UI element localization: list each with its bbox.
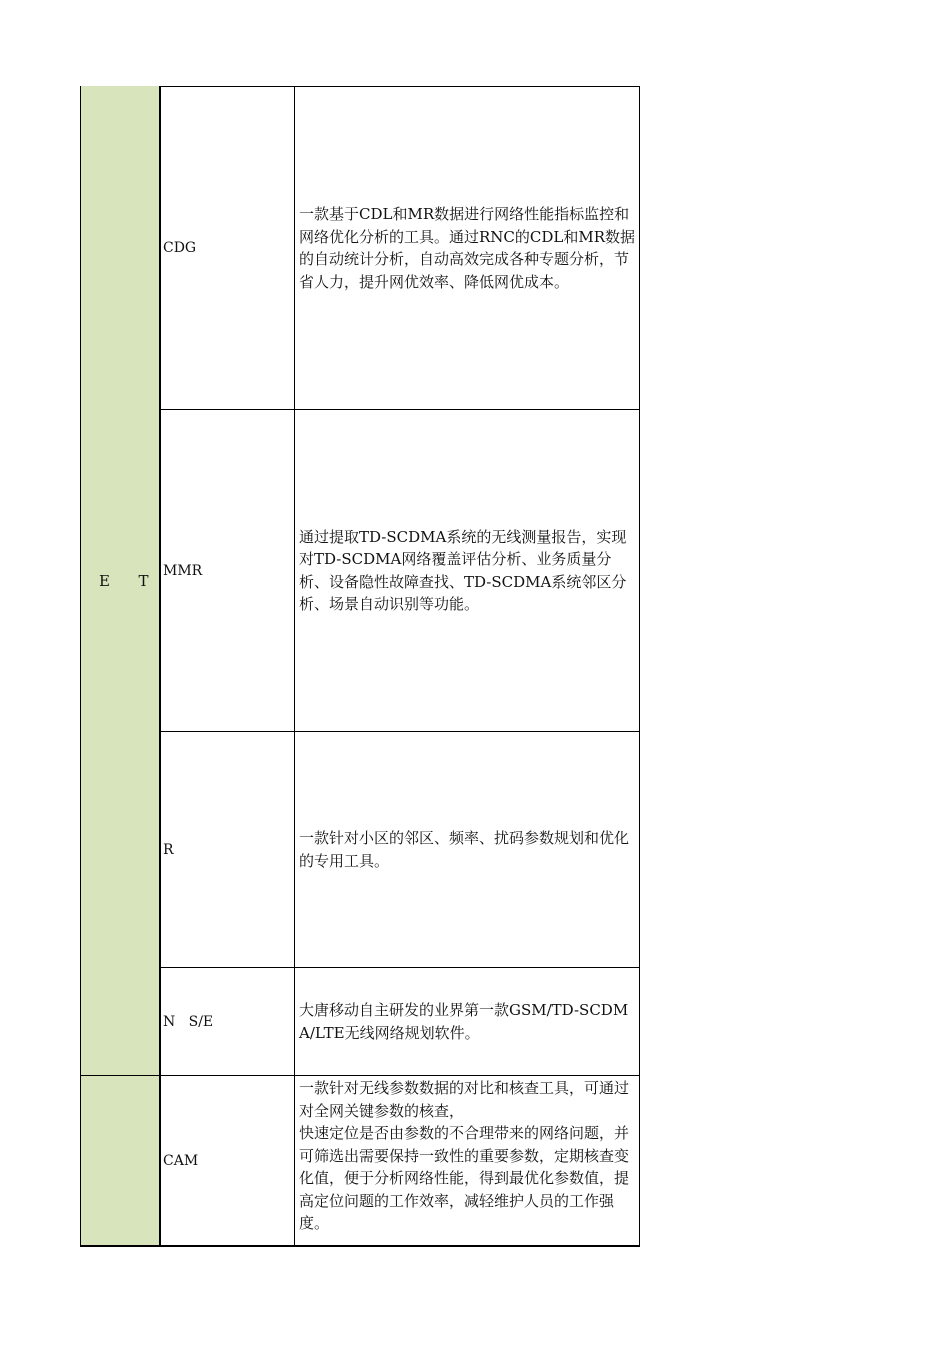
tool-name-cell: MMR bbox=[159, 410, 295, 731]
tool-description-cell: 大唐移动自主研发的业界第一款GSM/TD-SCDMA/LTE无线网络规划软件。 bbox=[299, 1001, 629, 1042]
table-row[interactable] bbox=[159, 1075, 640, 1245]
category-cell-1[interactable] bbox=[80, 86, 161, 1075]
tool-description-cell: 通过提取TD-SCDMA系统的无线测量报告，实现对TD-SCDMA网络覆盖评估分析、业务质量分析、设备隐性故障查找、TD-SCDMA系统邻区分析、场景自动识别等功能。 bbox=[299, 527, 627, 613]
table-row[interactable] bbox=[159, 731, 640, 967]
category-label-1: E T bbox=[99, 572, 149, 590]
tool-description-cell: 一款基于CDL和MR数据进行网络性能指标监控和网络优化分析的工具。通过RNC的CDL和MR数据的自动统计分析，自动高效完成各种专题分析，节省人力，提升网优效率、降低网优成本。 bbox=[299, 205, 636, 291]
tool-name-cell: R bbox=[159, 732, 295, 967]
table-bottom-border bbox=[80, 1245, 640, 1247]
table-row[interactable] bbox=[159, 409, 640, 731]
tool-name-cell: CAM bbox=[159, 1076, 295, 1245]
tool-name-cell: CDG bbox=[159, 87, 295, 409]
table-row[interactable] bbox=[159, 86, 640, 409]
tool-name-cell: N S/E bbox=[159, 968, 295, 1075]
tool-description-cell: 一款针对小区的邻区、频率、扰码参数规划和优化的专用工具。 bbox=[299, 829, 630, 870]
category-cell-2[interactable] bbox=[80, 1075, 161, 1246]
table-row[interactable] bbox=[159, 967, 640, 1075]
tool-description-cell: 一款针对无线参数数据的对比和核查工具，可通过对全网关键参数的核查， 快速定位是否由参数的不合理带来的网络问题，并可筛选出需要保持一致性的重要参数，定期核查变化值，便于分析网络性能，得到最优化参数值，提高定位问题的工作效率，减轻维护人员的工作强度。 bbox=[299, 1079, 630, 1232]
